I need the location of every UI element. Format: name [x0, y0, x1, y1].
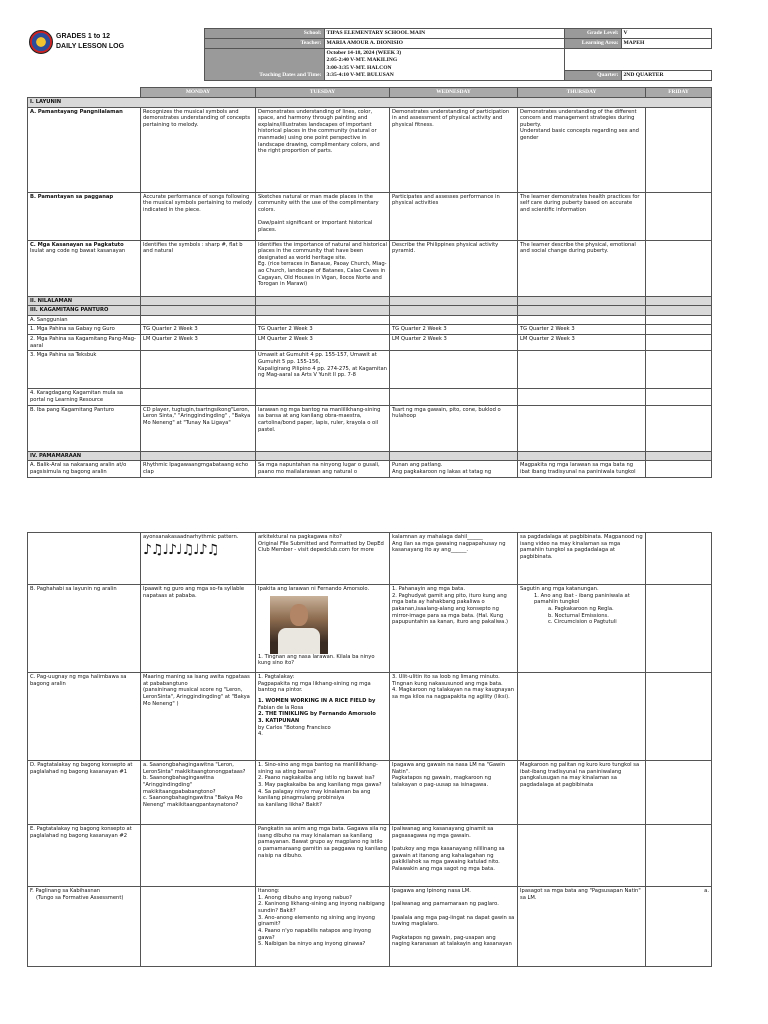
list-item: 3. KATIPUNAN [258, 717, 300, 724]
list-item: by Carlos "Botong Francisco [258, 724, 331, 731]
list-item: 1. Ano ang ibat - ibang paniniwala at pamahiin tungkol [534, 592, 630, 606]
header-table [27, 28, 712, 81]
time-slot: 3:00-3:35 V-MT. HALCON [326, 64, 392, 71]
cell: 1. Pahanayin ang mga bata. 2. Paghudyat gamit ang pito, ituro kung ang mga bata ay hahakbang pakaliwa o pakanan,isaalang-alang ang konsepto ng mirror-image para sa mga bata. (Hal. Kung papupuntahin sa kanan, ituro ang pakaliwa.) [390, 585, 518, 673]
cell: Demonstrates understanding of the different concern and management strategies during puberty. Understand basic concepts regarding sex and gender [518, 107, 646, 192]
lesson-log-page-1 [27, 28, 711, 478]
day-header-row [28, 87, 712, 97]
cell: TG Quarter 2 Week 3 [141, 325, 256, 335]
cell: LM Quarter 2 Week 3 [518, 335, 646, 351]
table-row [28, 887, 712, 967]
cell: CD player, tugtugin,tsartngsikong"Leron, Leron Sinta," "Aringgindingding" , "Bakya Mo Neneng" at "Tunay Na Ligaya" [141, 405, 256, 451]
table-row [28, 585, 712, 673]
cell: Ipaliwanag ang kasanayang ginamit sa pagsasagawa ng mga gawain. Ipatukoy ang mga kasanayang nililinang sa gawain at itanong ang kahalagahan ng pakikilahok sa mga gawaing katulad nito. Palawakin ang mga sagot ng mga bata. [390, 825, 518, 887]
cell: Identifies the symbols : sharp #, flat b and natural [141, 240, 256, 296]
doc-title-line1: GRADES 1 to 12 [56, 33, 111, 41]
cell: Umawit at Gumuhit 4 pp. 155-157, Umawit at Gumuhit 5 pp. 155-156, Kapaligirang Pilipino 4 pp. 274-275, at Kagamitan ng Mag-aaral sa Arts V Yunit II pp. 7-8 [256, 351, 390, 389]
time-slot: 3:35-4:10 V-MT. BULUSAN [326, 71, 394, 78]
day-thursday: THURSDAY [518, 87, 646, 97]
section-row [28, 451, 712, 461]
list-item: b. Nocturnal Emissions. [548, 612, 609, 619]
time-slot: 2:05-2:40 V-MT. MAKILING [326, 57, 398, 64]
dates-label: Teaching Dates and Time: [204, 49, 324, 81]
cell [256, 389, 390, 405]
cell: LM Quarter 2 Week 3 [390, 335, 518, 351]
cell: The learner describe the physical, emotional and social change during puberty. [518, 240, 646, 296]
teacher-value: MARIA AMOUR A. DIONISIO [324, 39, 564, 49]
table-row [28, 335, 712, 351]
table-row [28, 351, 712, 389]
section-kagamitan: III. KAGAMITANG PANTURO [28, 306, 141, 316]
table-row [28, 825, 712, 887]
table-row [28, 107, 712, 192]
row-label-title: C. Mga Kasanayan sa Pagkatuto [30, 241, 124, 248]
cell [518, 405, 646, 451]
day-tuesday: TUESDAY [256, 87, 390, 97]
row-label: 1. Mga Pahina sa Gabay ng Guro [28, 325, 141, 335]
cell: Ipagawa ang Ipinong nasa LM. Ipaliwanag ang pamamaraan ng paglaro. Ipaalala ang mga pag-iingat na dapat gawin sa tuwing maglalaro. Pagkatapos ng gawain, pag-usapan ang naging karanasan at talakayin ang kasanayan [390, 887, 518, 967]
quarter-value: 2ND QUARTER [621, 70, 711, 80]
cell [256, 585, 390, 673]
day-monday: MONDAY [141, 87, 256, 97]
cell [646, 335, 712, 351]
row-label: 2. Mga Pahina sa Kagamitang Pang-Mag-aaral [28, 335, 141, 351]
cell: Ipaawit ng guro ang mga so-fa syllable napataas at pababa. [141, 585, 256, 673]
lesson-table-1 [27, 87, 712, 478]
cell [141, 351, 256, 389]
cell: Ipasagot sa mga bata ang "Pagsusapan Natin" sa LM. [518, 887, 646, 967]
cell: The learner demonstrates health practices for self care during puberty based on accurate and scientific information [518, 192, 646, 240]
list-item: 1. WOMEN WORKING IN A RICE FIELD by [258, 697, 376, 704]
school-label: School: [204, 29, 324, 39]
dates-text: October 14-18, 2024 (WEEK 3) [326, 50, 402, 57]
cell [646, 192, 712, 240]
cell [141, 533, 256, 585]
list-item: 2. THE TINIKLING by Fernando Amorsolo [258, 711, 376, 718]
table-row [28, 389, 712, 405]
deped-seal-icon [29, 30, 53, 54]
cell: a. Saanongbahagingawitna "Leron, LeronSinta" makikitaangtonongpataas? b. Saanongbahagingawitna "Aringgindingding" makikitaangpababangtono? c. Saanongbahagingawitna "Bakya Mo Neneng" makikitaangpantaynatono? [141, 761, 256, 825]
cell: Maaring maning sa isang awita ngpataas at pababangtuno (pansininang musical score ng "Leron, LeronSinta", Aringgindingding" at "Bakya Mo Neneng" ) [141, 673, 256, 761]
cell [646, 533, 712, 585]
section-row [28, 97, 712, 107]
cell-text: ayonsanakasaadnarhythmic pattern. [143, 534, 239, 540]
cell: Rhythmic Ipagawaangmgabataang echo clap [141, 461, 256, 478]
cell: TG Quarter 2 Week 3 [390, 325, 518, 335]
cell: Punan ang patlang. Ang pagkakaroon ng lakas at tatag ng [390, 461, 518, 478]
table-row [28, 673, 712, 761]
row-label: B. Paghahabi sa layunin ng aralin [28, 585, 141, 673]
cell [646, 405, 712, 451]
row-label: E. Pagtatalakay ng bagong konsepto at paglalahad ng bagong kasanayan #2 [28, 825, 141, 887]
table-row [28, 240, 712, 296]
list-item: a. Pagkakaroon ng Regla. [548, 605, 614, 612]
cell: Participates and assesses performance in physical activities [390, 192, 518, 240]
cell: 1. Sino-sino ang mga bantog na manlilikhang-sining sa ating bansa? 2. Paano nagkakaiba ang istilo ng bawat isa? 3. May pagkakaiba ba ang kanilang mga gawa? 4. Sa palagay ninyo may kinalaman ba ang kanilang pinagmulang probinsiya sa kanilang likha? Bakit? [256, 761, 390, 825]
cell-text: Ipakita ang larawan ni Fernando Amorsolo. [258, 586, 370, 592]
list-item: c. Circumcision o Pagtutuli [548, 619, 617, 626]
cell: Accurate performance of songs following the musical symbols pertaining to melody indicated in the piece. [141, 192, 256, 240]
cell: LM Quarter 2 Week 3 [141, 335, 256, 351]
cell: Itanong: 1. Anong dibuho ang inyong nabuo? 2. Kaninong likhang-sining ang inyong naibigang sundin? Bakit? 3. Ano-anong elemento ng sining ang inyong ginamit? 4. Paano n'yo napabilis natapos ang inyong gawa? 5. Naibigan ba ninyo ang inyong ginawa? [256, 887, 390, 967]
row-label: D. Pagtatalakay ng bagong konsepto at paglalahad ng bagong kasanayan #1 [28, 761, 141, 825]
table-row [28, 405, 712, 451]
table-row [28, 192, 712, 240]
row-label [28, 240, 141, 296]
cell: LM Quarter 2 Week 3 [256, 335, 390, 351]
row-label: B. Pamantayan sa pagganap [28, 192, 141, 240]
row-label-sub: Isulat ang code ng bawat kasanayan [30, 248, 126, 255]
cell [646, 240, 712, 296]
cell: Sa mga napuntahan na ninyong lugar o gusali, paano mo mailalarawan ang natural o [256, 461, 390, 478]
cell: Demonstrates understanding of participation in and assessment of physical activity and physical fitness. [390, 107, 518, 192]
cell-text: 1. Pagtalakay: Pagpapakita ng mga likhang-sining ng mga bantog na pintor. [258, 674, 371, 694]
cell: Demonstrates understanding of lines, color, space, and harmony through painting and explains/illustrates landscapes of important historical places in the community (natural or manmade) using one point perspective in landscape drawing, complimentary colors, and the right proportion of parts. [256, 107, 390, 192]
cell [646, 107, 712, 192]
cell: Identifies the importance of natural and historical places in the community that have been designated as world heritage site. Eg. (rice terraces in Banaue, Paoay Church, Miag-ao Church, landscape of Batanes, Calao Caves in Cagayan, Old Houses in Vigan, Ilocos Norte and Torogan in Marawi) [256, 240, 390, 296]
cell [646, 461, 712, 478]
cell [390, 389, 518, 405]
row-label: A. Balik-Aral sa nakaraang aralin at/o pagsisimula ng bagong aralin [28, 461, 141, 478]
amorsolo-photo [270, 596, 328, 654]
cell [256, 673, 390, 761]
cell: TG Quarter 2 Week 3 [256, 325, 390, 335]
table-row [28, 461, 712, 478]
music-notes-icon: ♪♫♩♪♩♫♩♪♫ [143, 541, 219, 558]
cell-text: 1. Tingnan ang nasa larawan. Kilala ba ninyo kung sino ito? [258, 653, 375, 667]
cell: Magpakita ng mga larawan sa mga bata ng ibat ibang tradisyunal na paniniwala tungkol [518, 461, 646, 478]
cell: Tsart ng mga gawain, pito, cone, buklod o hulahoop [390, 405, 518, 451]
cell [518, 585, 646, 673]
cell [646, 351, 712, 389]
cell [141, 389, 256, 405]
cell: TG Quarter 2 Week 3 [518, 325, 646, 335]
row-label: B. Iba pang Kagamitang Panturo [28, 405, 141, 451]
area-label: Learning Area: [564, 39, 621, 49]
row-label-sub: (Tungo sa Formative Assessment) [36, 894, 124, 901]
section-row [28, 296, 712, 306]
table-row [28, 315, 712, 325]
school-value: TIPAS ELEMENTARY SCHOOL MAIN [324, 29, 564, 39]
area-value: MAPEH [621, 39, 711, 49]
row-label: C. Pag-uugnay ng mga halimbawa sa bagong aralin [28, 673, 141, 761]
section-nilalaman: II. NILALAMAN [28, 296, 141, 306]
row-label: A. Pamantayang Pangnilalaman [28, 107, 141, 192]
cell: Magkaroon ng palitan ng kuro kuro tungkol sa ibat-ibang tradisyunal na paniniwalang pangkalusugan na may kinalaman sa pagdadalaga at pagbibinata [518, 761, 646, 825]
cell [646, 325, 712, 335]
doc-title-line2: DAILY LESSON LOG [56, 42, 125, 50]
list-item: 4. [258, 731, 263, 738]
cell: Recognizes the musical symbols and demonstrates understanding of concepts pertaining to melody. [141, 107, 256, 192]
grade-label: Grade Level: [564, 29, 621, 39]
cell: a. [646, 887, 712, 967]
section-pamamaraan: IV. PAMAMARAAN [28, 451, 141, 461]
grade-value: V [621, 29, 711, 39]
cell: Ipagawa ang gawain na nasa LM na "Gawin Natin". Pagkatapos ng gawain, magkaroon ng talakayan o pag-uusap sa isinagawa. [390, 761, 518, 825]
lesson-table-2 [27, 532, 712, 967]
list-item: Fabian de la Rosa [258, 704, 304, 711]
table-row [28, 325, 712, 335]
section-row [28, 306, 712, 316]
cell: 3. Ulit-ulitin ito sa loob ng limang minuto. Tingnan kung nakasusunod ang mga bata. 4. Magkaroon ng talakayan na may kaugnayan sa mga kilos na nagpapakita ng agility (liksi). [390, 673, 518, 761]
cell: Describe the Philippines physical activity pyramid. [390, 240, 518, 296]
cell [518, 389, 646, 405]
row-label: 4. Karagdagang Kagamitan mula sa portal ng Learning Resource [28, 389, 141, 405]
cell: arkitektural na pagkagawa nito? Original File Submitted and Formatted by DepEd Club Member - visit depedclub.com for more [256, 533, 390, 585]
cell: sa pagdadalaga at pagbibinata. Magpanood ng isang video na may kinalaman sa mga pamahiin tungkol sa pagdadalaga at pagbibinata. [518, 533, 646, 585]
table-row [28, 761, 712, 825]
row-label: 3. Mga Pahina sa Teksbuk [28, 351, 141, 389]
cell: Pangkatin sa anim ang mga bata. Gagawa sila ng isang dibuho na may kinalaman sa kanilang pamayanan. Bawat grupo ay magplano ng istilo o pamamaraang gamitin sa paggawa ng kanilang naisip na dibuho. [256, 825, 390, 887]
table-row [28, 533, 712, 585]
lesson-log-page-2 [27, 532, 711, 967]
teacher-label: Teacher: [204, 39, 324, 49]
cell [518, 351, 646, 389]
row-label: A. Sanggunian [28, 315, 141, 325]
quarter-label: Quarter: [564, 70, 621, 80]
cell: larawan ng mga bantog na manlilikhang-sining sa bansa at ang kanilang obra-maestra, cartolina/bond paper, lapis, ruler, krayola o oil pastel. [256, 405, 390, 451]
header-brand [27, 29, 204, 81]
section-layunin: I. LAYUNIN [28, 97, 712, 107]
day-friday: FRIDAY [646, 87, 712, 97]
row-label [28, 887, 141, 967]
cell: Sketches natural or man made places in the community with the use of the complimentary colors. Daw/paint significant or important historical places. [256, 192, 390, 240]
cell-text: Sagutin ang mga katanungan. [520, 586, 599, 592]
cell [646, 389, 712, 405]
cell [390, 351, 518, 389]
day-wednesday: WEDNESDAY [390, 87, 518, 97]
row-label-title: F. Paglinang sa Kabihasnan [30, 888, 101, 894]
dates-value [324, 49, 564, 81]
cell: kalamnan ay mahalaga dahil______ Ang ilan sa mga gawaing nagpapahusay ng kasanayang ito ay ang______. [390, 533, 518, 585]
